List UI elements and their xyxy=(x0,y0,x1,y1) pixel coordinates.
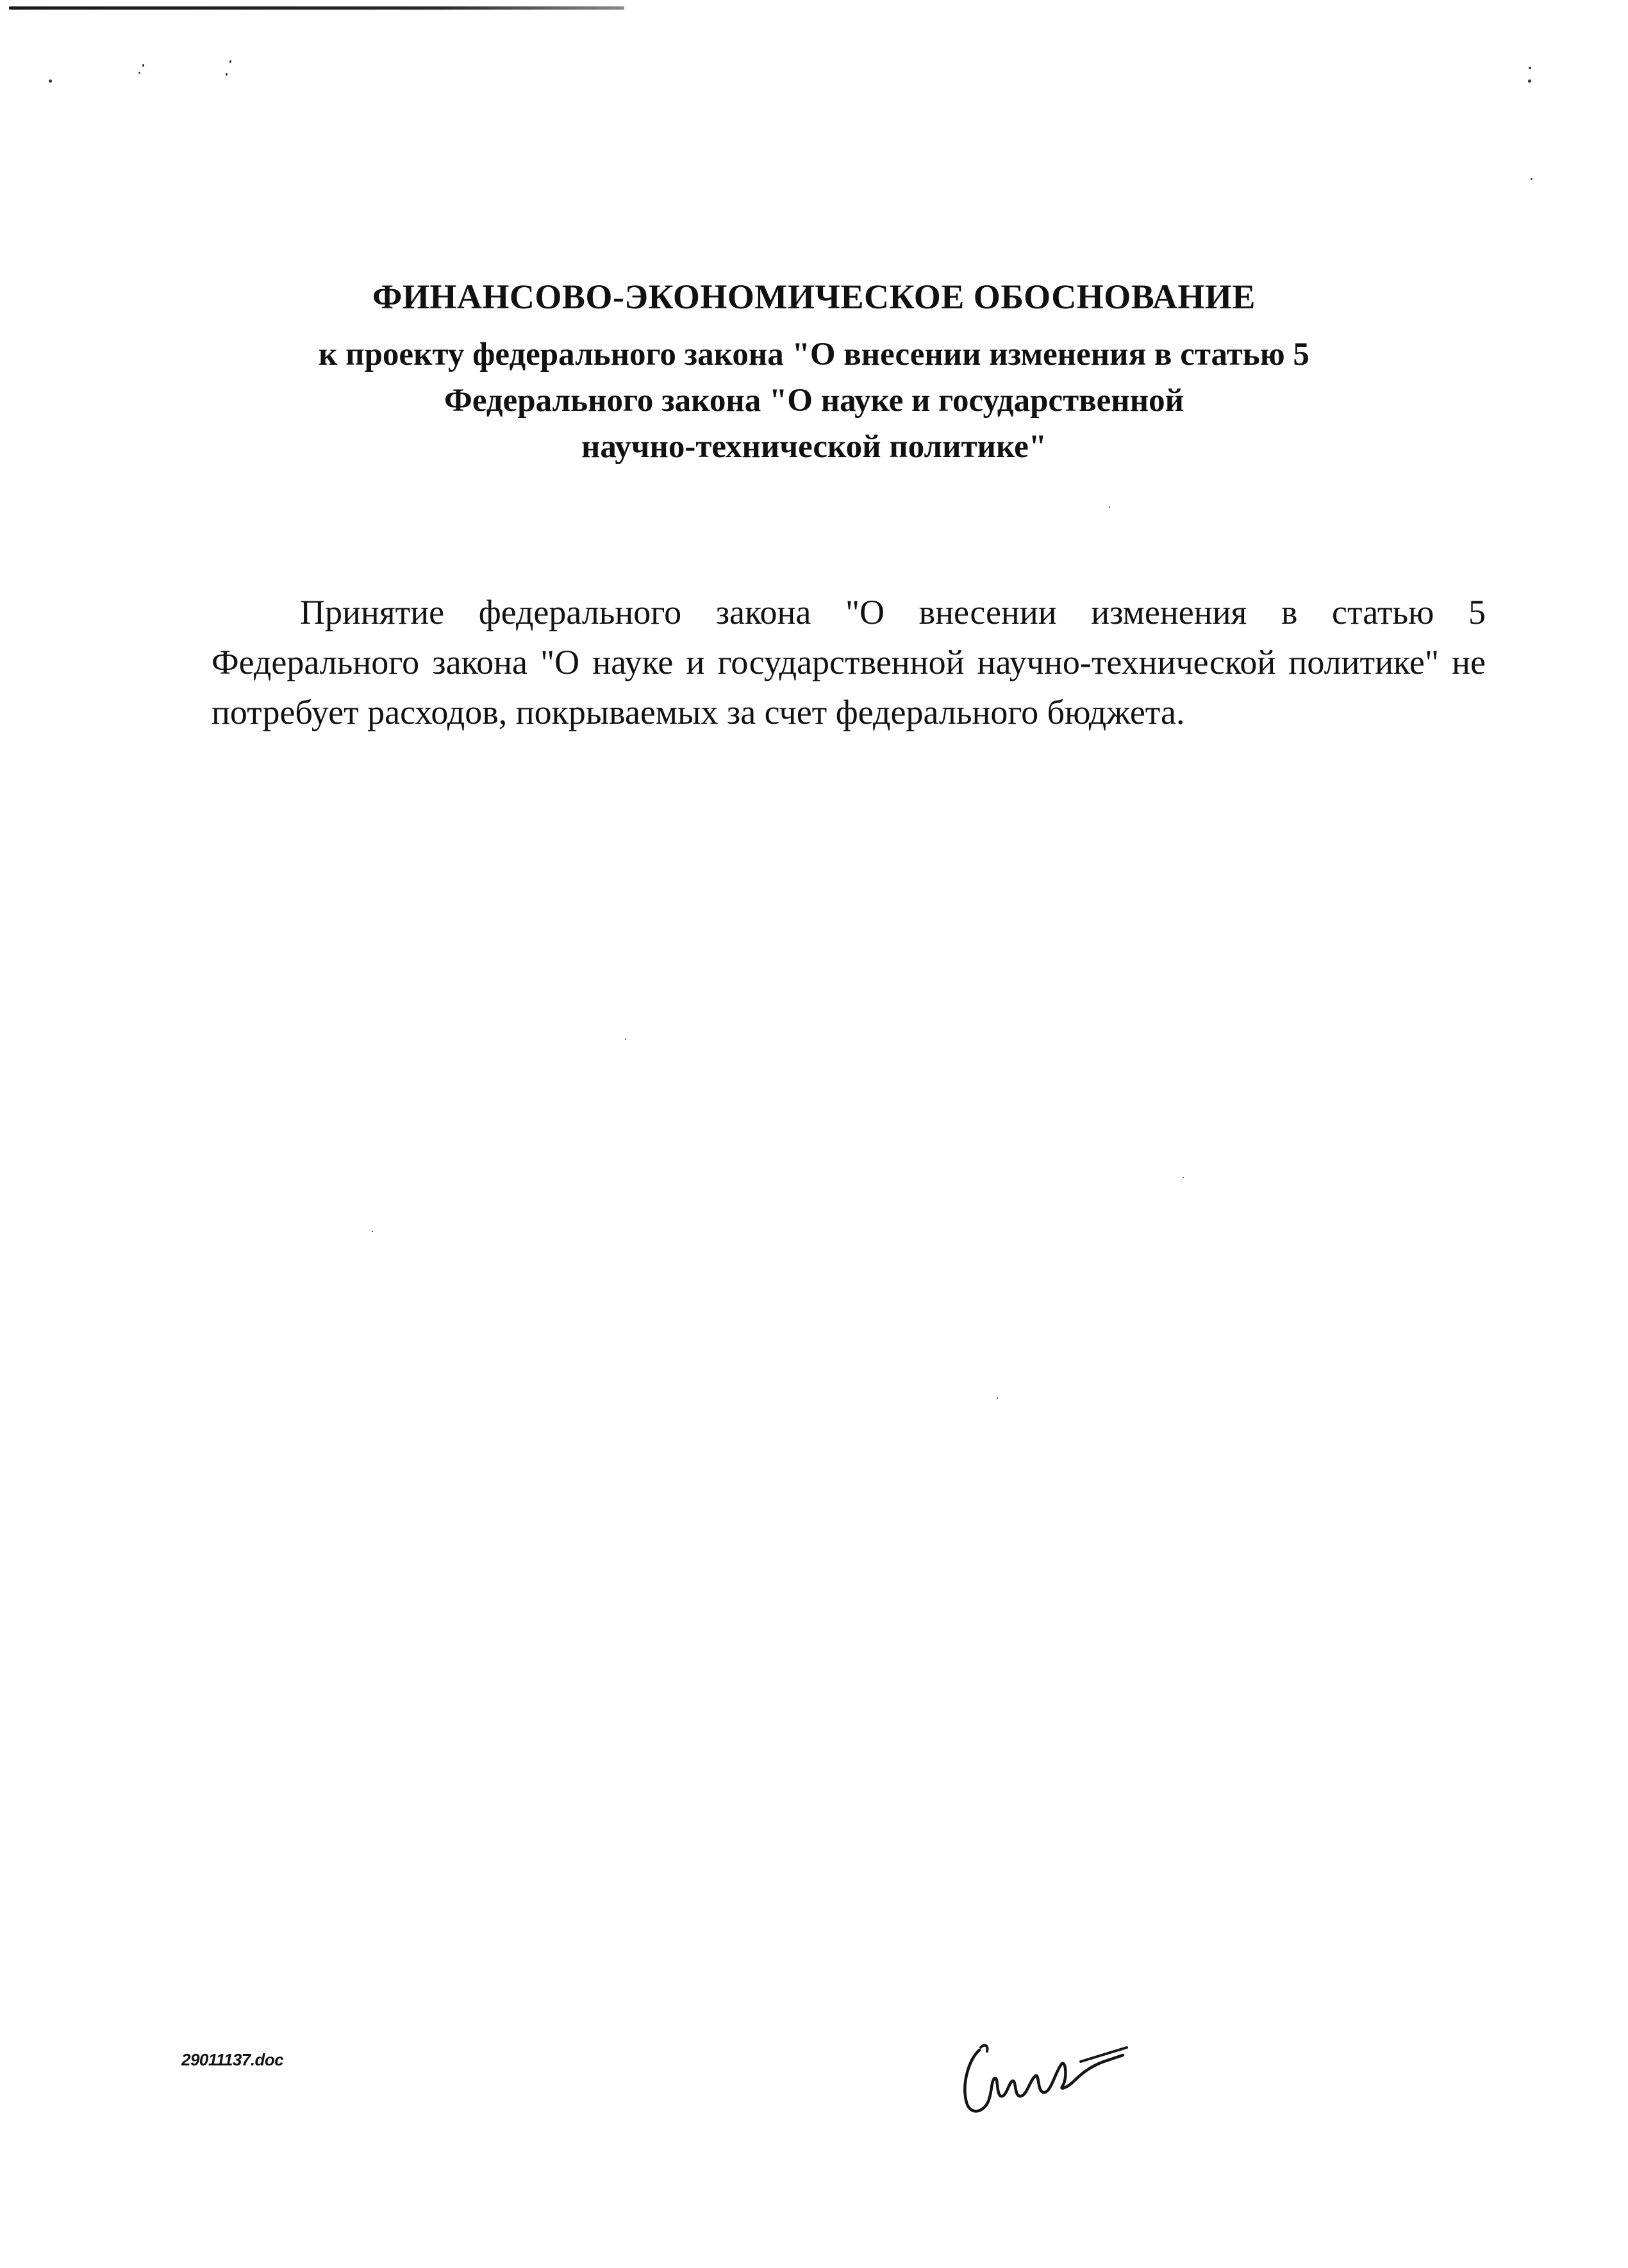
scan-speck xyxy=(226,73,228,76)
scan-speck xyxy=(625,1038,626,1040)
scan-speck xyxy=(138,72,140,74)
body-paragraph: Принятие федерального закона "О внесении изменения в статью 5 Федерального закона "О науке и государственной научно-технической политике" не потребует расходов, покрываемых за счет федерального бюджета. xyxy=(212,593,1486,731)
scan-speck xyxy=(1109,506,1110,508)
scan-speck xyxy=(372,1231,373,1232)
scan-speck xyxy=(229,60,231,63)
document-heading xyxy=(0,274,1628,474)
footer-filename: 29011137.doc xyxy=(181,2050,284,2069)
subtitle-line: Федерального закона "О науке и государственной xyxy=(444,383,1184,419)
subtitle-line: к проекту федерального закона "О внесении изменения в статью 5 xyxy=(319,337,1309,372)
handwritten-signature-icon xyxy=(955,2019,1147,2122)
document-title: ФИНАНСОВО-ЭКОНОМИЧЕСКОЕ ОБОСНОВАНИЕ xyxy=(372,278,1256,316)
document-subtitle xyxy=(0,327,1628,474)
scan-speck xyxy=(1528,79,1531,83)
scan-speck xyxy=(997,1397,998,1399)
scan-speck xyxy=(1529,67,1531,69)
scan-speck xyxy=(49,79,52,83)
scan-speck xyxy=(142,64,144,67)
subtitle-line: научно-технической политике" xyxy=(581,429,1047,465)
scan-edge-line xyxy=(9,6,624,10)
scan-speck xyxy=(1531,178,1532,180)
scan-speck xyxy=(1183,1177,1184,1178)
